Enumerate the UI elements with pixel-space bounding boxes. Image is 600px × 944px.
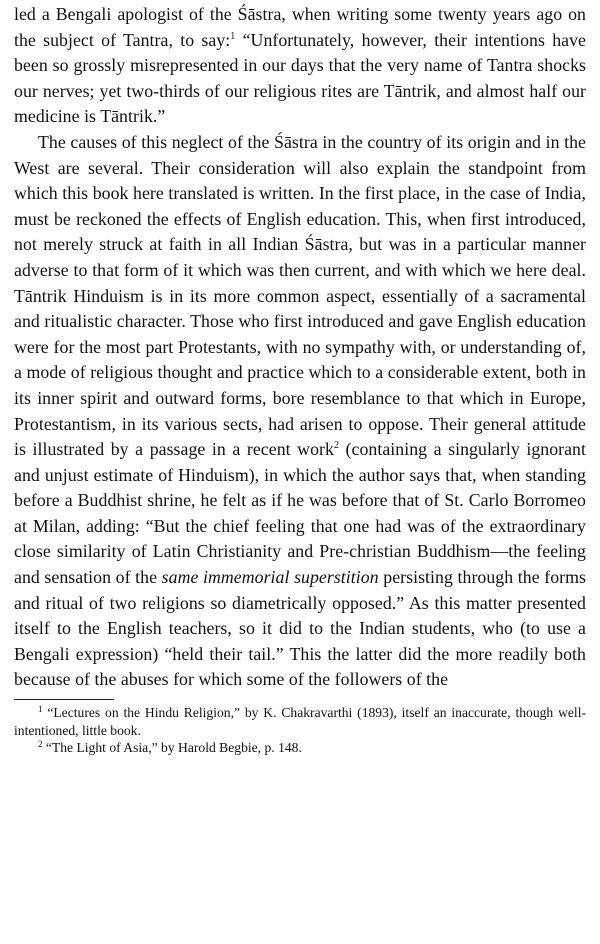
footnote-marker: 1 [38,704,43,715]
paragraph-text: persisting through the forms and ritual of two religions so diametrically opposed.” As this matter presented itself to the English teachers, so it did to the Indian students, who (to use a Bengali expression) “held their tail.” This the latter did the more readily both because of the abuses for which some of the followers of the [14,567,587,690]
footnote-1 [14,704,586,739]
book-page [14,2,586,757]
footnote-text: “Lectures on the Hindu Religion,” by K. Chakravarthi (1893), itself an inaccurate, though well-intentioned, little book. [14,705,586,738]
paragraph [14,130,586,693]
footnote-reference-1: 1 [230,30,236,42]
footnote-separator [14,699,114,700]
paragraph-text: “Unfortunately, however, their intentions have been so grossly misrepresented in our days that the very name of Tantra shocks our nerves; yet two-thirds of our religious rites are Tāntrik, and almost half our medicine is Tāntrik.” [14,29,586,127]
footnote-2 [14,739,586,757]
footnote-marker: 2 [38,739,43,750]
paragraph-text: (containing a singularly ignorant and unjust estimate of Hinduism), in which the author says that, when standing before a Buddhist shrine, he felt as if he was before that of St. Carlo Borromeo at Milan, adding: “But the chief feeling that one had was of the extraordinary close similarity of Latin Christianity and Pre-christian Buddhism—the feeling and sensation of the [14,439,586,588]
footnote-reference-2: 2 [333,440,339,452]
paragraph-text: The causes of this neglect of the Śāstra in the country of its origin and in the West are several. Their consideration will also explain the standpoint from which this book here translated is written. In the first place, in the case of India, must be reckoned the effects of English education. This, when first introduced, not merely struck at faith in all Indian Śāstra, but was in a particular manner adverse to that form of it which was then current, and with which we here deal. Tāntrik Hinduism is in its more common aspect, essentially of a sacramental and ritualistic character. Those who first introduced and gave English education were for the most part Protestants, with no sympathy with, or understanding of, a mode of religious thought and practice which to a considerable extent, both in its inner spirit and outward forms, bore resemblance to that which in Europe, Protestantism, in its various sects, had arisen to oppose. Their general attitude is illustrated by a passage in a recent work [14,131,586,460]
emphasis-text: same immemorial superstition [161,567,379,588]
paragraph-continued [14,2,586,130]
footnote-text: “The Light of Asia,” by Harold Begbie, p. 148. [42,740,302,756]
paragraph-text: led a Bengali apologist of the Śāstra, when writing some twenty years ago on the subject of Tantra, to say: [14,4,586,50]
